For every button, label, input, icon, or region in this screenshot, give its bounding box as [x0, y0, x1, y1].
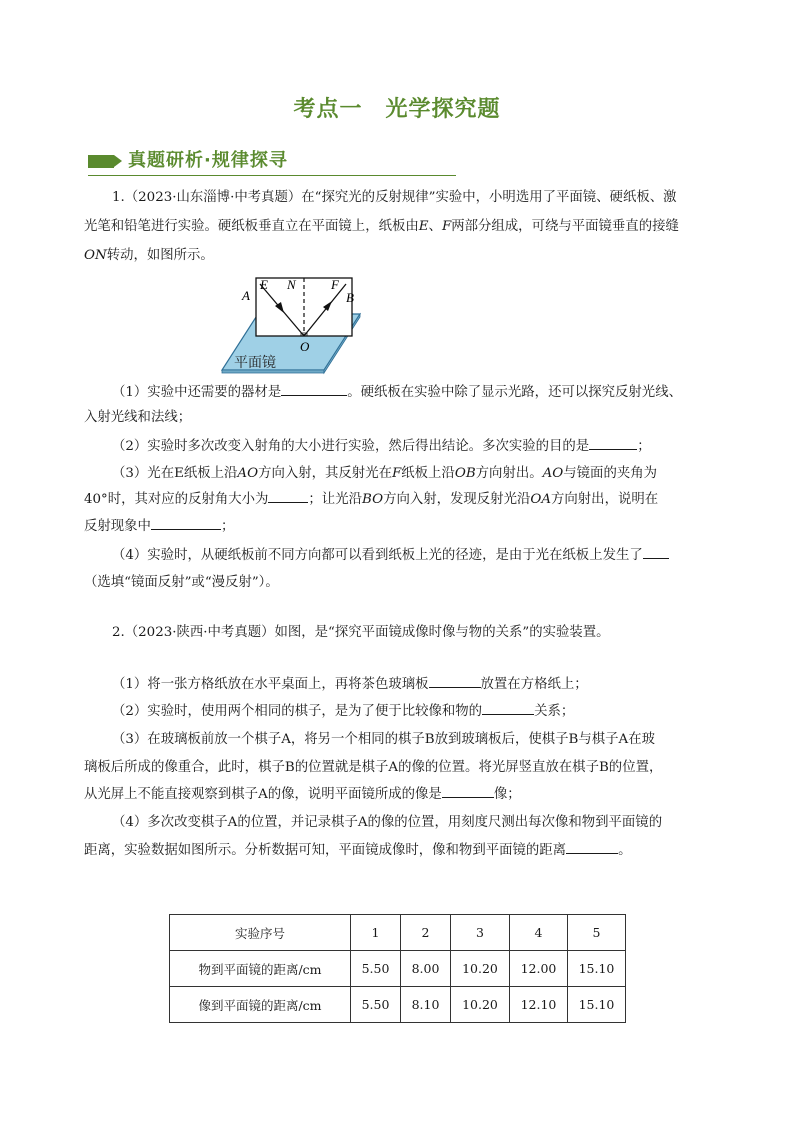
table-cell: 物到平面镜的距离/cm — [170, 951, 351, 987]
page-title: 考点一 光学探究题 — [293, 97, 501, 122]
q2-part4-line1: （4）多次改变棋子A的位置，并记录棋子A的像的位置，用刻度尺测出每次像和物到平面镜的 — [112, 815, 663, 830]
label-a: A — [242, 288, 250, 303]
label-b: B — [346, 290, 354, 305]
table-cell: 5.50 — [351, 987, 401, 1023]
table-header-cell: 2 — [401, 915, 451, 951]
q1-part1-line1: （1）实验中还需要的器材是 。硬纸板在实验中除了显示光路，还可以探究反射光线、 — [112, 380, 714, 406]
mirror-label: 平面镜 — [234, 355, 276, 371]
blank-1-3a[interactable] — [268, 488, 308, 503]
q1-part2: （2）实验时多次改变入射角的大小进行实验，然后得出结论。多次实验的目的是 ； — [112, 434, 714, 460]
blank-2-4[interactable] — [566, 839, 618, 854]
section-arrow-icon — [114, 155, 122, 167]
blank-2-3[interactable] — [442, 783, 494, 798]
q2-part3-line1: （3）在玻璃板前放一个棋子A，将另一个相同的棋子B放到玻璃板后，使棋子B与棋子A在玻 — [112, 732, 655, 747]
blank-2-1[interactable] — [429, 673, 481, 688]
table-cell: 10.20 — [451, 951, 510, 987]
q2-intro: 2.（2023·陕西·中考真题）如图，是“探究平面镜成像时像与物的关系”的实验装置。 — [112, 625, 610, 640]
letter-f: F — [441, 219, 452, 234]
seam-on: ON — [84, 248, 107, 263]
table-cell: 12.00 — [510, 951, 568, 987]
table-header-cell: 实验序号 — [170, 915, 351, 951]
table-row — [170, 951, 626, 987]
label-o: O — [300, 339, 310, 354]
q2-part3-line2: 璃板后所成的像重合，此时，棋子B的位置就是棋子A的像的位置。将光屏竖直放在棋子B的位置， — [84, 760, 663, 775]
table-cell: 8.10 — [401, 987, 451, 1023]
blank-1-4[interactable] — [643, 544, 669, 559]
table-header-row — [170, 915, 626, 951]
blank-1-3b[interactable] — [151, 515, 221, 530]
q1-intro-line2: 光笔和铅笔进行实验。硬纸板垂直立在平面镜上，纸板由E、F两部分组成，可绕与平面镜垂直的接缝 — [84, 219, 679, 234]
q1-part3-line2: 40°时，其对应的反射角大小为 ；让光沿BO方向入射，发现反射光沿OA方向射出，说明在 — [84, 487, 714, 513]
table-cell: 12.10 — [510, 987, 568, 1023]
q1-intro-line1: 1.（2023·山东淄博·中考真题）在“探究光的反射规律”实验中，小明选用了平面镜、硬纸板、激 — [112, 190, 677, 205]
label-n: N — [287, 277, 296, 292]
q2-part3-line3: 从光屏上不能直接观察到棋子A的像，说明平面镜所成的像是 像； — [84, 782, 714, 808]
table-cell: 10.20 — [451, 987, 510, 1023]
table-row — [170, 987, 626, 1023]
table-cell: 8.00 — [401, 951, 451, 987]
section-bar-icon — [88, 155, 114, 168]
reflection-figure — [220, 272, 380, 376]
q1-part4-line1: （4）实验时，从硬纸板前不同方向都可以看到纸板上光的径迹，是由于光在纸板上发生了 — [112, 543, 722, 569]
table-cell: 像到平面镜的距离/cm — [170, 987, 351, 1023]
q1-part3-line3: 反射现象中 ； — [84, 514, 714, 540]
table-header-cell: 1 — [351, 915, 401, 951]
q1-intro-line3: ON转动，如图所示。 — [84, 248, 214, 263]
q2-part2: （2）实验时，使用两个相同的棋子，是为了便于比较像和物的 关系； — [112, 699, 714, 725]
label-f: F — [331, 277, 339, 292]
section-title: 真题研析·规律探寻 — [128, 150, 288, 171]
q1-part3-line1: （3）光在E纸板上沿AO方向入射，其反射光在F纸板上沿OB方向射出。AO与镜面的夹角为 — [112, 466, 658, 481]
table-cell: 15.10 — [568, 951, 626, 987]
section-underline — [88, 175, 456, 176]
blank-1-1[interactable] — [281, 381, 347, 396]
blank-1-2[interactable] — [589, 435, 637, 450]
table-cell: 15.10 — [568, 987, 626, 1023]
table-header-cell: 4 — [510, 915, 568, 951]
label-e: E — [260, 277, 268, 292]
letter-e: E — [418, 219, 429, 234]
q2-part1: （1）将一张方格纸放在水平桌面上，再将茶色玻璃板 放置在方格纸上； — [112, 672, 714, 698]
data-table — [169, 914, 626, 1023]
q1-part4-line2: （选填“镜面反射”或“漫反射”）。 — [84, 575, 279, 590]
table-header-cell: 3 — [451, 915, 510, 951]
table-header-cell: 5 — [568, 915, 626, 951]
blank-2-2[interactable] — [482, 700, 534, 715]
q2-part4-line2: 距离，实验数据如图所示。分析数据可知，平面镜成像时，像和物到平面镜的距离 。 — [84, 838, 714, 864]
q1-part1-line2: 入射光线和法线； — [84, 410, 192, 425]
section-header — [88, 146, 456, 176]
table-cell: 5.50 — [351, 951, 401, 987]
